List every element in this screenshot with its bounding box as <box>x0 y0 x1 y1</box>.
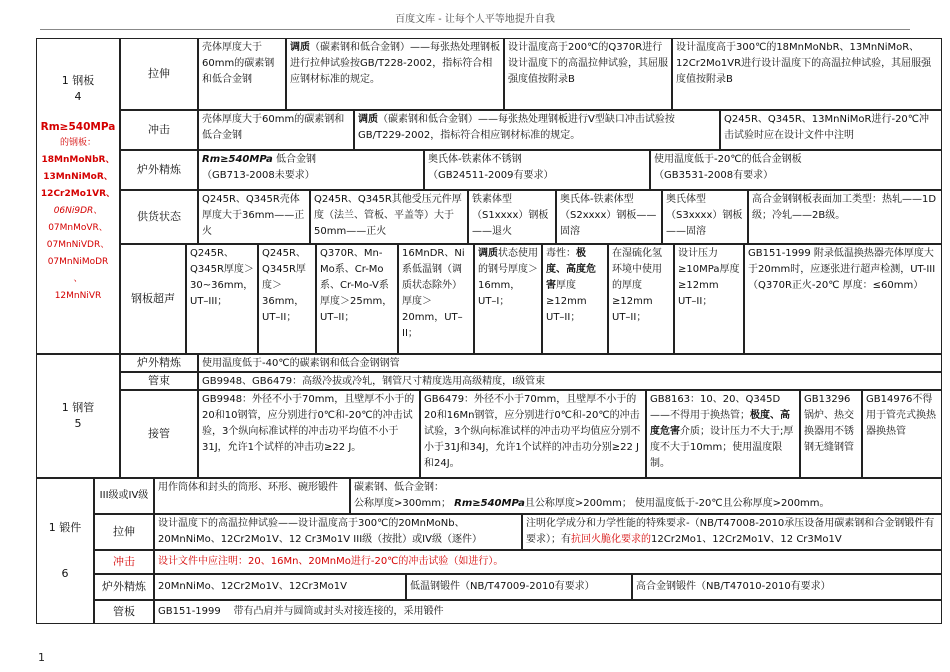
plate-refining-c3: 使用温度低于-20℃的低合金钢板 （GB3531-2008有要求） <box>650 150 942 190</box>
forging-tensile-c1: 设计温度下的高温拉伸试验——设计温度高于300℃的20MnMoNb、20MnNiMo、12Cr2Mo1V、12 Cr3Mo1V III级（按批）或IV级（逐件） <box>154 514 522 550</box>
forging-tensile-c2: 注明化学成分和力学性能的特殊要求-（NB/T47008-2010承压设备用碳素钢和合金钢锻件有要求）；有抗回火脆化要求的12Cr2Mo1、12Cr2Mo1V、12 Cr3Mo1V <box>522 514 942 550</box>
pipe-nozzle-c2: GB6479：外径不小于70mm，且壁厚不小于的20和16Mn钢管，应分别进行0℃和-20℃的冲击试验，3个纵向标准试样的冲击功平均值应分别不小于31J和34J，允许1个试样的冲击功分别≥22 J和24J。 <box>420 390 646 478</box>
forging-refining-c3: 高合金钢锻件（NB/T47010-2010有要求） <box>632 574 942 600</box>
plate-red-sub: 的钢板： <box>59 138 96 148</box>
plate-red-item: 06Ni9DR、 <box>53 206 103 216</box>
plate-red-item: 、 <box>73 274 83 284</box>
forging-grade-c1: 用作筒体和封头的筒形、环形、碗形锻件 <box>154 478 350 514</box>
plate-ut-c3: Q370R、Mn-Mo系、Cr-Mo系、Cr-Mo-V系厚度＞25mm，UT–II； <box>316 244 398 354</box>
plate-red-item: 07MnNiVDR、 <box>46 240 110 250</box>
plate-red-item: 18MnMoNbR、 <box>41 155 115 165</box>
forging-grade-c2: 碳素钢、低合金钢： 公称厚度>300mm； Rm≥540MPa且公称厚度>200mm； 使用温度低于-20℃且公称厚度>200mm。 <box>350 478 942 514</box>
pipe-refining-label: 炉外精炼 <box>120 354 198 372</box>
section-forging-label-cell <box>36 478 94 624</box>
plate-impact-c2: 调质（碳素钢和低合金钢）——每张热处理钢板进行V型缺口冲击试验按GB/T229-2002，指标符合相应钢材标准的规定。 <box>354 110 720 150</box>
section-pipe-label: 1 钢管 <box>61 401 95 414</box>
pipe-refining-text: 使用温度低于-40℃的碳素钢和低合金钢钢管 <box>198 354 942 372</box>
plate-impact-c3: Q245R、Q345R、13MnNiMoR进行-20℃冲击试验时应在设计文件中注明 <box>720 110 942 150</box>
plate-red-title: Rm≥540MPa <box>40 121 116 133</box>
plate-red-item: 12Cr2Mo1VR、 <box>40 189 116 199</box>
forging-impact-text: 设计文件中应注明：20、16Mn、20MnMo进行-20℃的冲击试验（如进行）。 <box>154 550 942 574</box>
plate-ut-c8: 设计压力≥10MPa厚度≥12mm UT–II； <box>674 244 744 354</box>
pipe-nozzle-label: 接管 <box>120 390 198 478</box>
plate-ut-c5: 调质状态使用的钢号厚度＞16mm，UT–I； <box>474 244 542 354</box>
forging-tensile-label: 拉伸 <box>94 514 154 550</box>
plate-tensile-label: 拉伸 <box>120 38 198 110</box>
plate-red-item: 12MnNiVR <box>54 291 102 301</box>
pipe-nozzle-c1: GB9948：外径不小于70mm，且壁厚不小于的20和10钢管，应分别进行0℃和-20℃的冲击试验，3个纵向标准试样的冲击功平均值不小于31J，允许1个试样的冲击功≥22 J。 <box>198 390 420 478</box>
section-forging-number: 6 <box>61 567 69 580</box>
forging-tubesheet-text: GB151-1999 带有凸肩并与圆筒或封头对接连接的，采用锻件 <box>154 600 942 624</box>
section-forging-label: 1 锻件 <box>48 521 82 534</box>
forging-tubesheet-label: 管板 <box>94 600 154 624</box>
section-plate-number: 4 <box>74 90 82 103</box>
plate-refining-label: 炉外精炼 <box>120 150 198 190</box>
header-rule <box>40 29 910 30</box>
plate-ut-c7: 在湿硫化氢环境中使用的厚度≥12mm UT–II； <box>608 244 674 354</box>
forging-impact-label: 冲击 <box>94 550 154 574</box>
plate-impact-label: 冲击 <box>120 110 198 150</box>
plate-tensile-c3: 设计温度高于200℃的Q370R进行设计温度下的高温拉伸试验，其屈服强度值按附录B <box>504 38 672 110</box>
plate-tensile-c2: 调质（碳素钢和低合金钢）——每张热处理钢板进行拉伸试验按GB/T228-2002，指标符合相应钢材标准的规定。 <box>286 38 504 110</box>
forging-refining-c1: 20MnNiMo、12Cr2Mo1V、12Cr3Mo1V <box>154 574 406 600</box>
forging-refining-c2: 低温钢锻件（NB/T47009-2010有要求） <box>406 574 632 600</box>
section-plate-label-cell <box>36 38 120 354</box>
plate-refining-c1: Rm≥540MPa 低合金钢 （GB713-2008未要求） <box>198 150 424 190</box>
page-number: 1 <box>38 651 45 664</box>
section-plate-label: 1 钢板 <box>61 74 95 87</box>
plate-supply-c1: Q245R、Q345R壳体厚度大于36mm——正火 <box>198 190 310 244</box>
quenched-tempered-term: 调质 <box>290 42 310 53</box>
pipe-bundle-text: GB9948、GB6479：高级冷拔或冷轧，钢管尺寸精度选用高级精度，I级管束 <box>198 372 942 390</box>
plate-red-item: 07MnMoVR、 <box>48 223 108 233</box>
plate-ut-c6: 毒性：极度、高度危害厚度≥12mm UT–II； <box>542 244 608 354</box>
plate-ut-c9: GB151-1999 附录低温换热器壳体厚度大于20mm时，应逐张进行超声检测，UT-III（Q370R正火-20℃ 厚度：≤60mm） <box>744 244 942 354</box>
pipe-nozzle-c3: GB8163：10、20、Q345D——不得用于换热管；极度、高度危害介质；设计压力不大于;厚度不大于10mm；使用温度限制。 <box>646 390 800 478</box>
document-header: 百度文库 - 让每个人平等地提升自我 <box>395 14 555 25</box>
plate-supply-c5: 奥氏体型（S3xxxx）钢板——固溶 <box>662 190 748 244</box>
plate-supply-label: 供货状态 <box>120 190 198 244</box>
plate-tensile-c4: 设计温度高于300℃的18MnMoNbR、13MnNiMoR、12Cr2Mo1VR进行设计温度下的高温拉伸试验，其屈服强度值按附录B <box>672 38 942 110</box>
plate-tensile-c1: 壳体厚度大于60mm的碳素钢和低合金钢 <box>198 38 286 110</box>
plate-impact-c1: 壳体厚度大于60mm的碳素钢和低合金钢 <box>198 110 354 150</box>
plate-supply-c2: Q245R、Q345R其他受压元件厚度（法兰、管板、平盖等）大于50mm——正火 <box>310 190 468 244</box>
pipe-nozzle-c4: GB13296锅炉、热交换器用不锈钢无缝钢管 <box>800 390 862 478</box>
pipe-nozzle-c5: GB14976不得用于管壳式换热器换热管 <box>862 390 942 478</box>
pipe-bundle-label: 管束 <box>120 372 198 390</box>
plate-ut-c1: Q245R、Q345R厚度＞30~36mm，UT–III； <box>186 244 258 354</box>
plate-supply-c6: 高合金钢钢板表面加工类型：热轧——1D级；冷轧——2B级。 <box>748 190 942 244</box>
plate-ultrasonic-label: 钢板超声 <box>120 244 186 354</box>
plate-supply-c3: 铁素体型（S1xxxx）钢板——退火 <box>468 190 556 244</box>
plate-ut-c4: 16MnDR、Ni系低温钢（调质状态除外）厚度＞20mm，UT–II； <box>398 244 474 354</box>
plate-supply-c4: 奥氏体-铁素体型（S2xxxx）钢板——固溶 <box>556 190 662 244</box>
plate-red-item: 13MnNiMoR、 <box>43 172 113 182</box>
forging-refining-label: 炉外精炼 <box>94 574 154 600</box>
plate-red-item: 07MnNiMoDR <box>47 257 109 267</box>
forging-grade-label: III级或IV级 <box>94 478 154 514</box>
section-pipe-label-cell <box>36 354 120 478</box>
plate-refining-c2: 奥氏体-铁素体不锈钢 （GB24511-2009有要求） <box>424 150 650 190</box>
plate-ut-c2: Q245R、Q345R厚度＞36mm，UT–II； <box>258 244 316 354</box>
section-pipe-number: 5 <box>74 417 82 430</box>
